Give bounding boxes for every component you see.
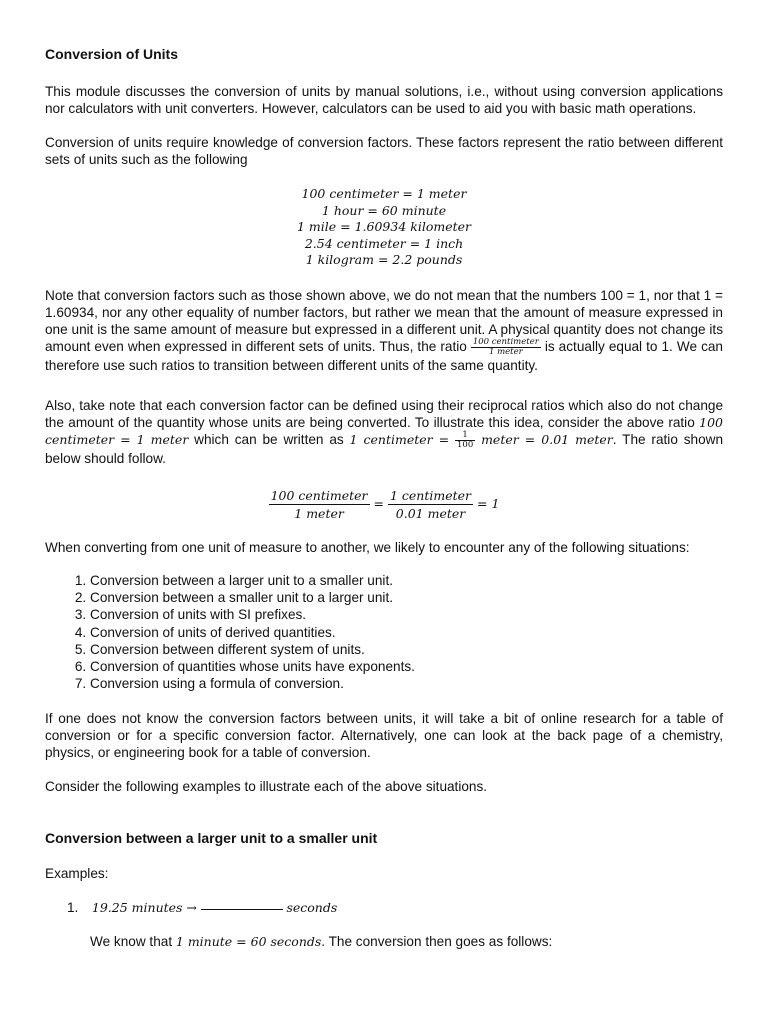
example-number: 1.: [67, 900, 79, 915]
fraction-denominator: 1 meter: [294, 506, 344, 521]
fraction-numerator: 100 centimeter: [270, 488, 368, 503]
ratio-explanation-paragraph: [45, 287, 723, 374]
inline-equation: 1 minute = 60 seconds: [175, 934, 322, 949]
list-item: 1. Conversion between a larger unit to a smaller unit.: [90, 572, 415, 589]
ratio-fraction-1: [269, 487, 370, 522]
list-item: 4. Conversion of units of derived quantities.: [90, 624, 415, 641]
paragraph-text: . The ratio shown below should follow.: [45, 432, 724, 466]
inline-ratio-fraction: [471, 338, 541, 357]
equation: 100 centimeter = 1 meter: [301, 186, 467, 201]
paragraph-text: . The conversion then goes as follows:: [321, 934, 553, 949]
equation: 1 kilogram = 2.2 pounds: [305, 252, 463, 268]
examples-label: Examples:: [45, 866, 109, 881]
inline-equation: 100 centimeter = 1 meter: [45, 415, 723, 448]
conversion-factors-paragraph: Conversion of units require knowledge of conversion factors. These factors represent the ratio between different sets of units such as the following: [45, 135, 723, 167]
example-1-explanation: [90, 933, 723, 950]
list-item: 5. Conversion between different system of units.: [90, 641, 415, 658]
paragraph-text: Note that conversion factors such as those shown above, we do not mean that the numbers 100 = 1, nor that 1 = 1.60934, nor any other equality of number factors, but rather we mean that the amount of measure expressed in one unit is the same amount of measure but expressed in a different unit. A physical quantity does not change its amount even when expressed in different sets of units. Thus, the ratio: [45, 288, 723, 355]
paragraph-text: which can be written as: [194, 432, 344, 448]
inline-equation: 1 centimeter =: [349, 432, 450, 448]
list-item: 2. Conversion between a smaller unit to a larger unit.: [90, 589, 415, 606]
list-item: 3. Conversion of units with SI prefixes.: [90, 606, 415, 623]
equation-result: = 1: [477, 496, 500, 511]
research-paragraph: If one does not know the conversion factors between units, it will take a bit of online research for a table of conversion or for a specific conversion factor. Alternatively, one can look at the back page of a chemistry, physics, or engineering book for a table of conversion.: [45, 711, 723, 760]
page-title: Conversion of Units: [45, 46, 179, 62]
ratio-equation: [45, 487, 723, 522]
example-lhs: 19.25 minutes →: [91, 900, 197, 915]
intro-paragraph: This module discusses the conversion of units by manual solutions, i.e., without using conversion applications nor calculators with unit converters. However, calculators can be used to aid you with basic math operations.: [45, 84, 723, 116]
equation: 2.54 centimeter = 1 inch: [304, 235, 464, 251]
situations-intro: When converting from one unit of measure to another, we likely to encounter any of the following situations:: [45, 540, 690, 555]
section-heading: Conversion between a larger unit to a smaller unit: [45, 830, 378, 846]
fraction-numerator: 1: [455, 431, 475, 441]
inline-equation: meter = 0.01 meter: [481, 432, 613, 448]
list-item: 7. Conversion using a formula of conversion.: [90, 675, 415, 692]
fraction-denominator: 100: [457, 440, 474, 450]
equation: 1 hour = 60 minute: [321, 202, 447, 218]
paragraph-text: is actually equal to 1. We can therefore use such ratios to transition between different units of the same quantity.: [45, 339, 723, 373]
fraction-numerator: 1 centimeter: [389, 488, 472, 503]
equation: 1 mile = 1.60934 kilometer: [297, 219, 471, 235]
list-item: 6. Conversion of quantities whose units have exponents.: [90, 658, 415, 675]
answer-blank: [201, 907, 283, 910]
fraction-numerator: 100 centimeter: [472, 337, 539, 347]
conversion-factor-equations: [45, 186, 723, 269]
equals-sign: =: [373, 496, 384, 511]
example-rhs: seconds: [286, 900, 338, 915]
fraction-denominator: 1 meter: [488, 347, 523, 357]
ratio-fraction-2: [388, 487, 473, 522]
situations-list: [45, 572, 415, 692]
examples-intro: Consider the following examples to illustrate each of the above situations.: [45, 779, 488, 794]
paragraph-text: We know that: [90, 934, 173, 949]
example-1: [67, 899, 717, 916]
reciprocal-paragraph: [45, 397, 723, 467]
inline-fraction: [455, 431, 475, 450]
paragraph-text: Also, take note that each conversion factor can be defined using their reciprocal ratios which also do not change the amount of the quantity whose units are being converted. To illustrate this idea, consider the above ratio: [45, 398, 723, 430]
fraction-denominator: 0.01 meter: [395, 506, 466, 521]
